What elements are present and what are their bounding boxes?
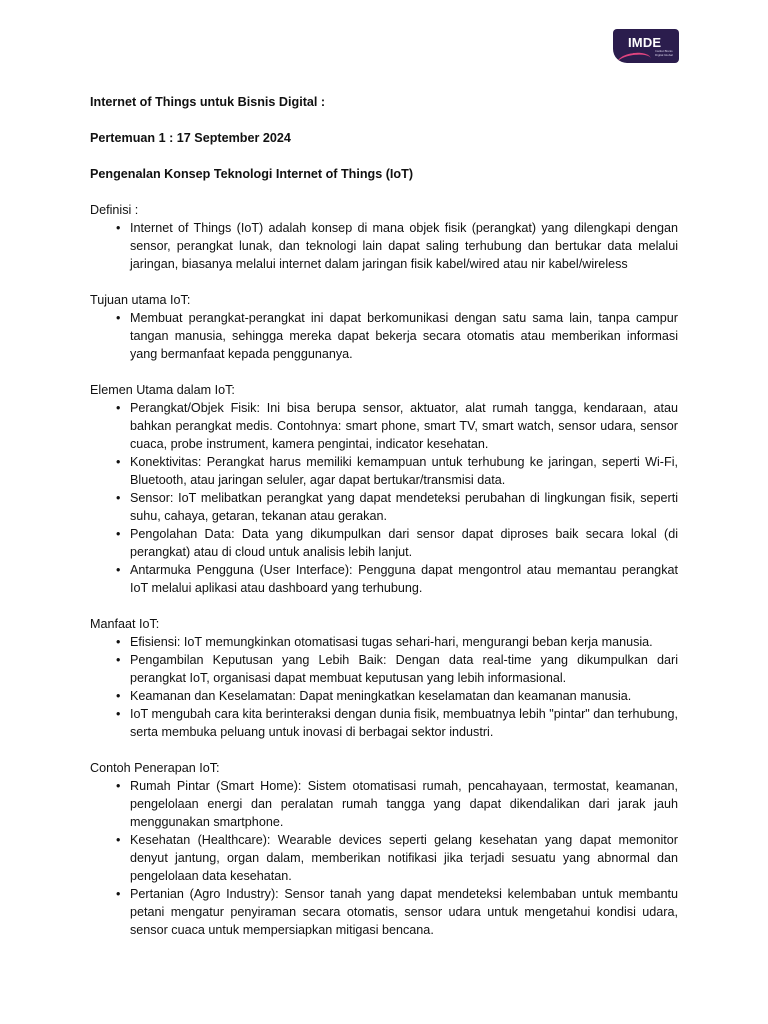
list-item-text: Keamanan dan Keselamatan: Dapat meningkatkan keselamatan dan keamanan manusia.	[130, 689, 632, 703]
list-item	[90, 219, 678, 273]
bullet-icon: •	[116, 653, 121, 667]
bullet-icon: •	[116, 779, 121, 793]
list-item-text: Konektivitas: Perangkat harus memiliki kemampuan untuk terhubung ke jaringan, seperti Wi-Fi, Bluetooth, atau jaringan seluler, agar dapat bertukar/transmisi data.	[130, 455, 678, 487]
list-item-text: Sensor: IoT melibatkan perangkat yang dapat mendeteksi perubahan di lingkungan fisik, seperti suhu, cahaya, getaran, tekanan atau gerakan.	[130, 491, 678, 523]
meeting-date: Pertemuan 1 : 17 September 2024	[90, 131, 291, 145]
document-title: Internet of Things untuk Bisnis Digital :	[90, 95, 326, 109]
logo-wordmark: IMDE	[628, 35, 662, 50]
logo-tagline: Institut Bisnis Digital Global	[655, 49, 673, 57]
bullet-icon: •	[116, 221, 121, 235]
bullet-icon: •	[116, 887, 121, 901]
list-item-text: Pengolahan Data: Data yang dikumpulkan dari sensor dapat diproses baik secara lokal (di perangkat) atau di cloud untuk analisis lebih lanjut.	[130, 527, 678, 559]
list-item-text: Pertanian (Agro Industry): Sensor tanah yang dapat mendeteksi kelembaban untuk membantu petani mengatur penyiraman secara otomatis, sensor udara untuk mengetahui kondisi udara, sensor cuaca untuk mempersiapkan mitigasi bencana.	[130, 887, 678, 937]
bullet-icon: •	[116, 563, 121, 577]
bullet-icon: •	[116, 401, 121, 415]
bullet-icon: •	[116, 311, 121, 325]
list-item	[90, 885, 678, 939]
list-item-text: IoT mengubah cara kita berinteraksi dengan dunia fisik, membuatnya lebih "pintar" dan terhubung, serta membuka peluang untuk inovasi di berbagai sektor industri.	[130, 707, 678, 739]
bullet-icon: •	[116, 635, 121, 649]
section	[90, 201, 678, 273]
list-item-text: Efisiensi: IoT memungkinkan otomatisasi tugas sehari-hari, mengurangi beban kerja manusia.	[130, 635, 653, 649]
list-item-text: Rumah Pintar (Smart Home): Sistem otomatisasi rumah, pencahayaan, termostat, keamanan, pengelolaan energi dan peralatan rumah tangga yang dapat dikendalikan dari jarak jauh menggunakan smartphone.	[130, 779, 678, 829]
section-label: Tujuan utama IoT:	[90, 293, 191, 307]
section-label: Manfaat IoT:	[90, 617, 160, 631]
bullet-list	[90, 633, 678, 741]
list-item	[90, 309, 678, 363]
list-item	[90, 525, 678, 561]
bullet-list	[90, 777, 678, 939]
section-label: Definisi :	[90, 203, 139, 217]
bullet-icon: •	[116, 455, 121, 469]
bullet-icon: •	[116, 527, 121, 541]
sections-container	[90, 201, 678, 939]
section	[90, 759, 678, 939]
list-item-text: Perangkat/Objek Fisik: Ini bisa berupa sensor, aktuator, alat rumah tangga, kendaraan, atau bahkan perangkat medis. Contohnya: smart phone, smart TV, smart watch, sensor udara, sensor cuaca, probe instrument, kamera pengintai, indicator kesehatan.	[130, 401, 678, 451]
bullet-list	[90, 399, 678, 597]
imde-logo	[613, 29, 679, 63]
topic-heading: Pengenalan Konsep Teknologi Internet of Things (IoT)	[90, 167, 414, 181]
list-item	[90, 489, 678, 525]
list-item-text: Antarmuka Pengguna (User Interface): Pengguna dapat mengontrol atau memantau perangkat IoT melalui aplikasi atau dashboard yang terhubung.	[130, 563, 678, 595]
list-item-text: Kesehatan (Healthcare): Wearable devices seperti gelang kesehatan yang dapat memonitor denyut jantung, organ dalam, memberikan notifikasi jika terjadi sesuatu yang abnormal dan pengelolaan data kesehatan.	[130, 833, 678, 883]
section	[90, 381, 678, 597]
list-item-text: Membuat perangkat-perangkat ini dapat berkomunikasi dengan satu sama lain, tanpa campur tangan manusia, sehingga mereka dapat bekerja secara otomatis atau memberikan informasi yang bermanfaat kepada penggunanya.	[130, 311, 678, 361]
list-item-text: Pengambilan Keputusan yang Lebih Baik: Dengan data real-time yang dikumpulkan dari perangkat IoT, organisasi dapat membuat keputusan yang lebih informasional.	[130, 653, 678, 685]
document-body	[90, 93, 678, 939]
list-item	[90, 633, 678, 651]
list-item	[90, 399, 678, 453]
logo-arc-icon	[616, 51, 652, 63]
list-item	[90, 705, 678, 741]
list-item	[90, 831, 678, 885]
section	[90, 615, 678, 741]
list-item-text: Internet of Things (IoT) adalah konsep di mana objek fisik (perangkat) yang dilengkapi dengan sensor, perangkat lunak, dan teknologi lain dapat saling terhubung dan bertukar data melalui jaringan, biasanya melalui internet dalam jaringan fisik kabel/wired atau nir kabel/wireless	[130, 221, 678, 271]
list-item	[90, 687, 678, 705]
section-label: Contoh Penerapan IoT:	[90, 761, 220, 775]
list-item	[90, 561, 678, 597]
bullet-icon: •	[116, 707, 121, 721]
bullet-list	[90, 309, 678, 363]
section-label: Elemen Utama dalam IoT:	[90, 383, 235, 397]
bullet-icon: •	[116, 491, 121, 505]
bullet-icon: •	[116, 833, 121, 847]
bullet-icon: •	[116, 689, 121, 703]
section	[90, 291, 678, 363]
list-item	[90, 651, 678, 687]
list-item	[90, 777, 678, 831]
list-item	[90, 453, 678, 489]
bullet-list	[90, 219, 678, 273]
